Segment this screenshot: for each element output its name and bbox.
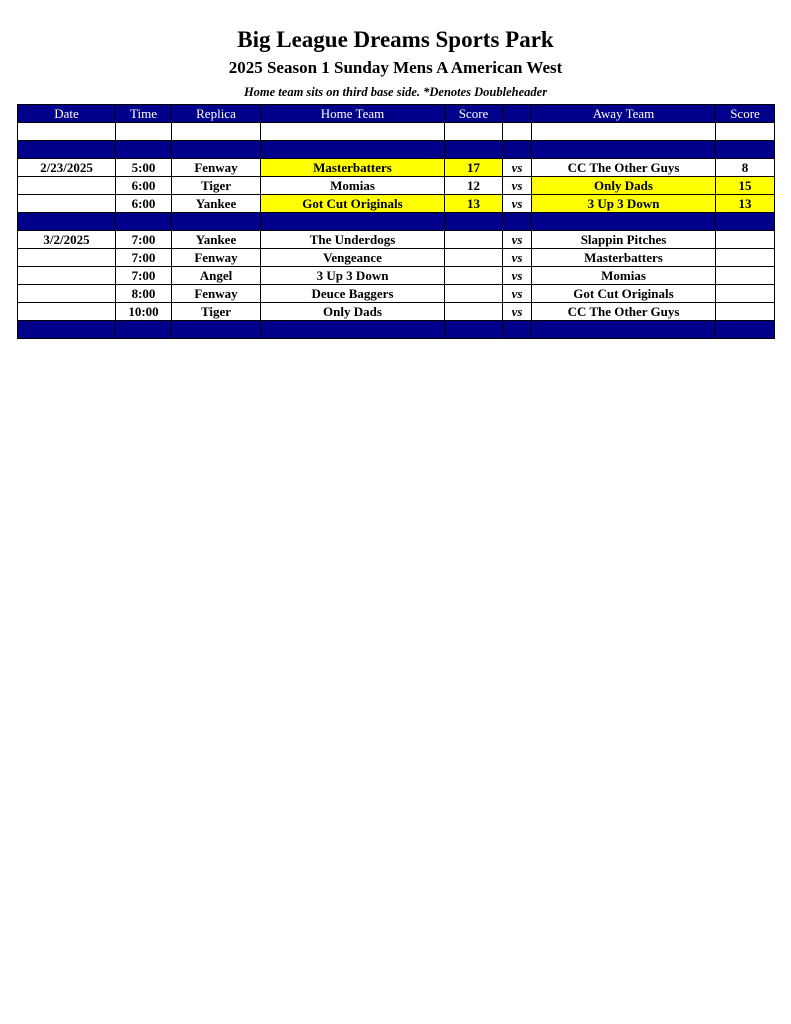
empty-cell <box>445 141 503 159</box>
home-team-cell: The Underdogs <box>261 231 445 249</box>
away-team-cell: CC The Other Guys <box>532 303 716 321</box>
col-header-date: Date <box>18 105 116 123</box>
col-header-home-score: Score <box>445 105 503 123</box>
replica-cell: Fenway <box>172 159 261 177</box>
away-team-cell: CC The Other Guys <box>532 159 716 177</box>
empty-cell <box>172 141 261 159</box>
empty-cell <box>532 141 716 159</box>
away-score-cell <box>716 267 775 285</box>
empty-cell <box>503 123 532 141</box>
col-header-replica: Replica <box>172 105 261 123</box>
away-score-cell: 8 <box>716 159 775 177</box>
col-header-away-score: Score <box>716 105 775 123</box>
empty-cell <box>503 213 532 231</box>
date-cell <box>18 267 116 285</box>
time-cell: 6:00 <box>116 177 172 195</box>
empty-cell <box>172 213 261 231</box>
home-team-cell: Deuce Baggers <box>261 285 445 303</box>
empty-cell <box>18 123 116 141</box>
empty-cell <box>716 321 775 339</box>
home-score-cell: 12 <box>445 177 503 195</box>
home-score-cell <box>445 249 503 267</box>
separator-band-row <box>18 141 775 159</box>
game-row <box>18 159 775 177</box>
separator-band-row <box>18 321 775 339</box>
replica-cell: Angel <box>172 267 261 285</box>
empty-cell <box>716 123 775 141</box>
empty-cell <box>18 213 116 231</box>
time-cell: 6:00 <box>116 195 172 213</box>
away-score-cell <box>716 285 775 303</box>
replica-cell: Fenway <box>172 285 261 303</box>
home-score-cell <box>445 303 503 321</box>
game-row <box>18 177 775 195</box>
date-cell: 3/2/2025 <box>18 231 116 249</box>
empty-cell <box>261 321 445 339</box>
vs-label: vs <box>503 177 532 195</box>
home-score-cell <box>445 231 503 249</box>
game-row <box>18 231 775 249</box>
separator-band-row <box>18 213 775 231</box>
time-cell: 7:00 <box>116 249 172 267</box>
away-team-cell: Momias <box>532 267 716 285</box>
blank-row <box>18 123 775 141</box>
empty-cell <box>18 141 116 159</box>
time-cell: 7:00 <box>116 267 172 285</box>
empty-cell <box>445 321 503 339</box>
game-row <box>18 267 775 285</box>
home-score-cell <box>445 267 503 285</box>
col-header-time: Time <box>116 105 172 123</box>
away-score-cell <box>716 249 775 267</box>
col-header-home-team: Home Team <box>261 105 445 123</box>
away-score-cell <box>716 303 775 321</box>
empty-cell <box>445 123 503 141</box>
home-team-cell: Masterbatters <box>261 159 445 177</box>
date-cell <box>18 195 116 213</box>
game-row <box>18 303 775 321</box>
vs-label: vs <box>503 159 532 177</box>
home-team-cell: Momias <box>261 177 445 195</box>
empty-cell <box>18 321 116 339</box>
empty-cell <box>261 213 445 231</box>
replica-cell: Fenway <box>172 249 261 267</box>
time-cell: 7:00 <box>116 231 172 249</box>
empty-cell <box>532 123 716 141</box>
vs-label: vs <box>503 195 532 213</box>
col-header-away-team: Away Team <box>532 105 716 123</box>
home-team-cell: Vengeance <box>261 249 445 267</box>
away-team-cell: Slappin Pitches <box>532 231 716 249</box>
home-team-cell: 3 Up 3 Down <box>261 267 445 285</box>
vs-label: vs <box>503 267 532 285</box>
date-cell <box>18 177 116 195</box>
empty-cell <box>716 141 775 159</box>
replica-cell: Tiger <box>172 177 261 195</box>
time-cell: 10:00 <box>116 303 172 321</box>
col-header-vs <box>503 105 532 123</box>
empty-cell <box>172 123 261 141</box>
replica-cell: Yankee <box>172 195 261 213</box>
page-note: Home team sits on third base side. *Denotes Doubleheader <box>243 85 548 99</box>
empty-cell <box>503 321 532 339</box>
home-team-cell: Only Dads <box>261 303 445 321</box>
away-team-cell: Got Cut Originals <box>532 285 716 303</box>
empty-cell <box>172 321 261 339</box>
away-score-cell: 15 <box>716 177 775 195</box>
away-team-cell: Only Dads <box>532 177 716 195</box>
away-team-cell: Masterbatters <box>532 249 716 267</box>
away-score-cell <box>716 231 775 249</box>
home-score-cell: 13 <box>445 195 503 213</box>
empty-cell <box>261 141 445 159</box>
date-cell <box>18 285 116 303</box>
page-subtitle: 2025 Season 1 Sunday Mens A American West <box>228 58 563 77</box>
time-cell: 5:00 <box>116 159 172 177</box>
replica-cell: Yankee <box>172 231 261 249</box>
away-score-cell: 13 <box>716 195 775 213</box>
vs-label: vs <box>503 231 532 249</box>
page-title: Big League Dreams Sports Park <box>237 27 554 52</box>
empty-cell <box>116 321 172 339</box>
date-cell <box>18 303 116 321</box>
game-row <box>18 285 775 303</box>
home-score-cell <box>445 285 503 303</box>
empty-cell <box>503 141 532 159</box>
empty-cell <box>116 213 172 231</box>
vs-label: vs <box>503 285 532 303</box>
time-cell: 8:00 <box>116 285 172 303</box>
game-row <box>18 195 775 213</box>
empty-cell <box>261 123 445 141</box>
empty-cell <box>116 141 172 159</box>
header-row <box>18 105 775 123</box>
empty-cell <box>532 213 716 231</box>
schedule-body <box>18 123 775 339</box>
home-team-cell: Got Cut Originals <box>261 195 445 213</box>
empty-cell <box>716 213 775 231</box>
home-score-cell: 17 <box>445 159 503 177</box>
empty-cell <box>116 123 172 141</box>
replica-cell: Tiger <box>172 303 261 321</box>
empty-cell <box>445 213 503 231</box>
empty-cell <box>532 321 716 339</box>
vs-label: vs <box>503 303 532 321</box>
date-cell <box>18 249 116 267</box>
away-team-cell: 3 Up 3 Down <box>532 195 716 213</box>
vs-label: vs <box>503 249 532 267</box>
schedule-table <box>17 104 775 339</box>
game-row <box>18 249 775 267</box>
date-cell: 2/23/2025 <box>18 159 116 177</box>
